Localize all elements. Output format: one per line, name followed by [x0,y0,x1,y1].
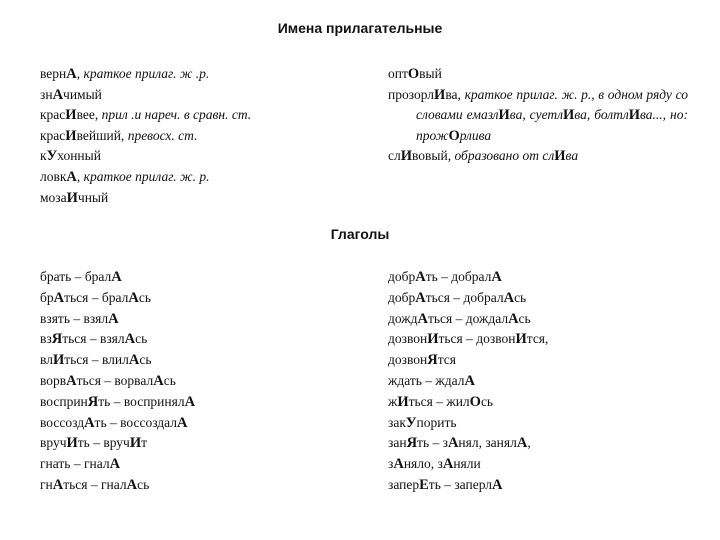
stress-letter: Я [51,331,63,348]
word-text: восприн [40,393,88,409]
stress-letter: А [492,476,503,493]
word-entry [388,85,688,147]
stress-letter: А [491,269,502,285]
word-entry [40,413,340,434]
stress-letter: И [498,107,510,124]
word-entry [388,413,688,434]
note-text: превосх. ст. [127,127,198,143]
word-entry [388,267,688,288]
word-entry [388,371,688,392]
word-text: сь [139,352,152,368]
word-text: зак [388,414,406,430]
stress-letter: Я [427,352,438,369]
word-entry [40,105,360,126]
word-text: добр [388,269,416,284]
stress-letter: А [52,86,64,103]
word-text: ться – дождал [427,310,509,326]
word-text: сл [388,148,401,164]
word-entry [388,146,688,167]
stress-letter: И [65,107,77,124]
word-text: ворв [40,372,67,388]
word-text: ться – гнал [63,476,127,492]
word-text: , [527,435,531,451]
word-text: ть – з [417,435,448,451]
stress-letter: И [66,435,78,452]
stress-letter: А [184,393,196,410]
stress-letter: А [464,372,475,389]
word-entry [40,433,340,454]
stress-letter: О [407,66,420,82]
word-text: моза [40,189,67,205]
stress-letter: Е [419,476,429,493]
word-text: ться – взял [62,331,125,347]
word-text: сь [138,289,151,305]
word-text: крас [40,107,66,123]
word-text: брать – брал [40,269,112,284]
word-entry [40,392,340,413]
word-text: няли [453,456,481,472]
word-text: ть – добрал [425,269,492,284]
stress-letter: И [400,148,413,165]
word-entry [40,188,360,209]
stress-letter: И [52,352,65,369]
word-text: сь [137,476,150,492]
word-text: ться – дозвон [438,331,516,347]
stress-letter: И [129,435,142,452]
word-text: ждать – ждал [388,372,465,388]
stress-letter: А [447,435,459,452]
word-text: зн [40,86,53,102]
word-text: ться – добрал [425,289,504,305]
word-text: верн [40,66,67,81]
note-text: ва, болтл [574,107,629,123]
word-entry [40,329,340,350]
word-text: вз [40,331,52,347]
stress-letter: И [554,148,566,165]
stress-letter: А [393,456,404,473]
stress-letter: А [53,289,65,306]
word-text: тся, [526,331,549,347]
stress-letter: У [405,414,417,431]
note-text: прил .и нареч. в сравн. ст. [101,107,252,123]
stress-letter: А [109,456,121,473]
word-text: сь [518,310,531,326]
word-text: з [388,456,394,472]
stress-letter: А [66,66,77,82]
note-text: ва..., но: прож [416,107,688,143]
word-entry [40,371,340,392]
stress-letter: А [153,372,164,389]
stress-letter: А [52,476,64,493]
word-text: ть – заперл [428,476,493,492]
stress-letter: О [469,393,481,410]
note-text: краткое прилаг. ж .р. [83,66,210,81]
stress-letter: А [128,352,140,369]
word-text: ться – влил [64,352,129,368]
word-text: тся [437,352,456,368]
word-text: порить [416,414,457,430]
word-entry [388,392,688,413]
word-entry [40,126,360,147]
word-text: запер [388,476,420,492]
word-text: опт [388,66,408,81]
word-text: вый [419,66,442,81]
stress-letter: Я [406,435,418,452]
word-entry [388,329,688,350]
word-text: вруч [40,435,67,451]
verbs-right-column [388,267,688,496]
word-text: , [76,66,84,81]
word-entry [388,350,688,371]
word-text: зан [388,435,407,451]
word-entry [388,309,688,330]
stress-letter: А [177,414,188,431]
word-entry [40,454,340,475]
stress-letter: А [84,414,95,431]
word-text: гн [40,476,53,492]
word-text: нял, занял [458,435,517,451]
word-text: вейший, [76,127,128,143]
stress-letter: А [503,289,515,306]
stress-letter: И [563,107,575,124]
word-text: дожд [388,310,418,326]
note-text: рлива [459,127,492,143]
word-entry [40,475,340,496]
word-text: сь [135,331,148,347]
word-text: сь [480,393,494,409]
word-entry [40,146,360,167]
note-text: краткое прилаг. ж. р., в одном ряду со словами емазл [416,86,688,123]
word-text: чный [77,189,109,205]
adjectives-left-column [40,64,360,208]
stress-letter: А [442,456,454,473]
stress-letter: У [46,148,58,165]
stress-letter: А [124,331,136,348]
stress-letter: А [108,310,119,327]
word-text: вее, [76,107,102,123]
word-text: вл [40,352,53,368]
word-text: вовый, [412,148,455,164]
note-text: краткое прилаг. ж. р. [83,168,210,184]
word-text: воссозд [40,414,85,430]
word-text: гнать – гнал [40,456,110,472]
stress-letter: А [66,372,77,389]
verbs-heading: Глаголы [330,226,390,242]
word-entry [40,309,340,330]
word-text: сь [163,372,176,388]
word-text: , [76,168,84,184]
word-text: ть – вруч [77,435,130,451]
word-text: ва, [445,86,465,102]
word-entry [40,288,340,309]
stress-letter: А [111,269,122,285]
stress-letter: И [434,86,446,103]
stress-letter: И [427,331,439,348]
word-text: дозвон [388,352,428,368]
stress-letter: И [397,393,409,410]
stress-letter: А [417,310,428,327]
word-text: сь [514,289,527,305]
word-text: ловк [40,168,67,184]
word-text: ться – жил [408,393,470,409]
word-entry [388,475,688,496]
stress-letter: И [66,189,78,206]
word-text: няло, з [403,456,443,472]
word-text: хонный [57,148,101,164]
word-text: ться – ворвал [76,372,154,388]
word-entry [40,267,340,288]
word-text: ж [388,393,398,409]
stress-letter: А [126,476,138,493]
word-entry [40,85,360,106]
stress-letter: И [65,127,77,144]
word-text: дозвон [388,331,428,347]
stress-letter: И [515,331,527,348]
word-entry [388,288,688,309]
stress-letter: А [128,289,139,306]
word-entry [40,167,360,188]
word-entry [40,64,360,85]
word-text: к [40,148,47,164]
word-text: ть – воспринял [98,393,185,409]
word-text: чимый [63,86,102,102]
stress-letter: А [415,269,426,285]
word-text: бр [40,289,54,305]
stress-letter: А [66,168,77,185]
adjectives-heading: Имена прилагательные [277,20,443,36]
word-text: ться – брал [64,289,129,305]
word-text: т [141,435,148,451]
word-text: ть – воссоздал [94,414,178,430]
stress-letter: Я [87,393,99,410]
word-entry [40,350,340,371]
stress-letter: О [448,127,460,144]
adjectives-right-column [388,64,688,167]
word-entry [388,433,688,454]
stress-letter: А [516,435,528,452]
verbs-left-column [40,267,340,496]
stress-letter: А [508,310,519,327]
stress-letter: А [415,289,426,306]
note-text: образовано от сл [454,148,555,164]
note-text: ва, суетл [509,107,564,123]
word-entry [388,454,688,475]
word-text: добр [388,289,416,305]
word-text: взять – взял [40,310,109,326]
word-text: прозорл [388,86,435,102]
word-text: крас [40,127,66,143]
word-entry [388,64,688,85]
note-text: ва [565,148,579,164]
stress-letter: И [628,107,641,124]
